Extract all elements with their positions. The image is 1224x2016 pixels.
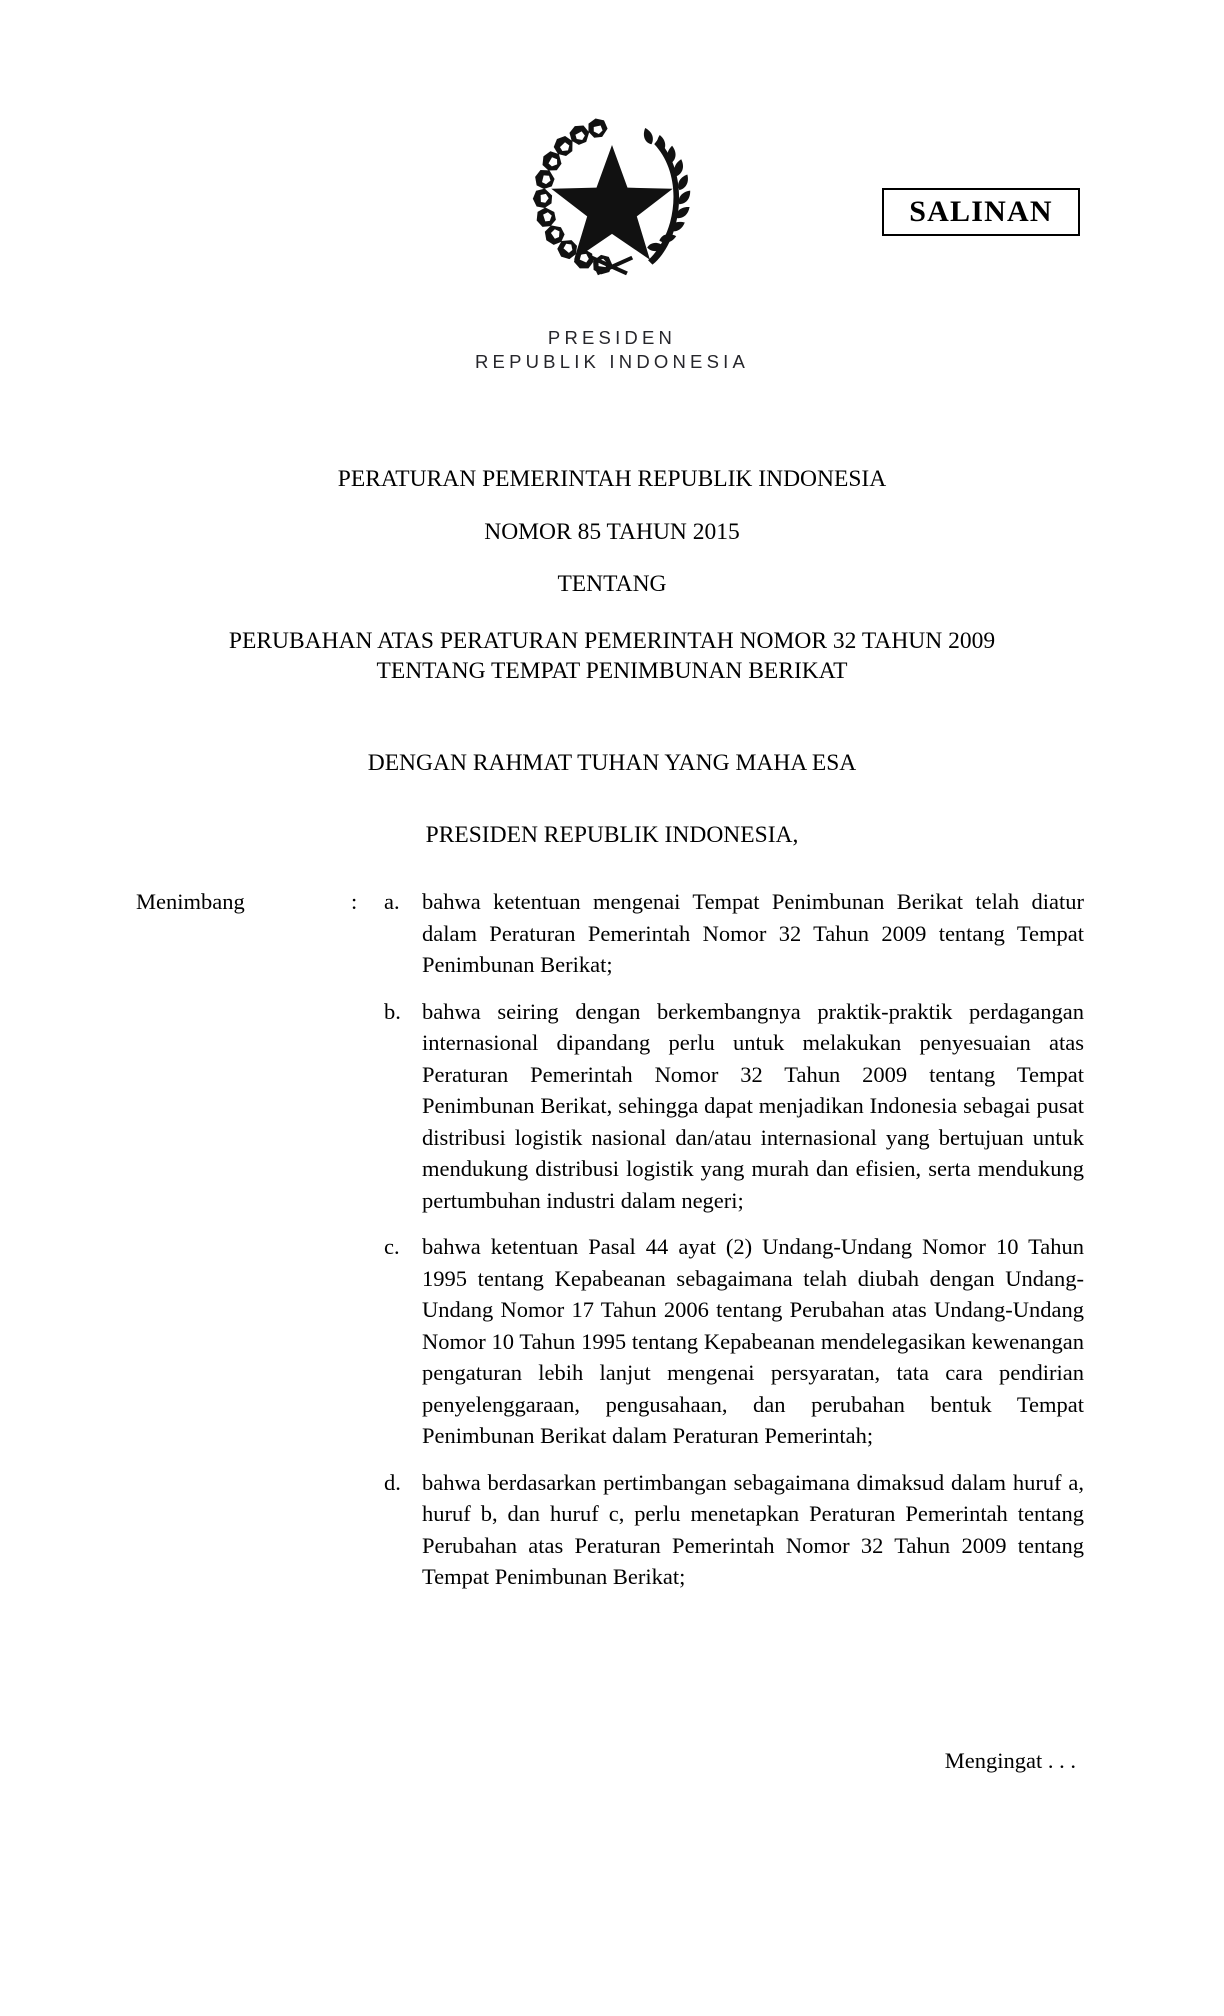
blessing-line: DENGAN RAHMAT TUHAN YANG MAHA ESA: [367, 750, 857, 776]
subject-line-2: TENTANG TEMPAT PENIMBUNAN BERIKAT: [376, 657, 848, 684]
about-label: TENTANG: [557, 571, 667, 597]
document-title-block: [140, 468, 1084, 686]
list-item-text: bahwa berdasarkan pertimbangan sebagaimana dimaksud dalam huruf a, huruf b, dan huruf c, perlu menetapkan Peraturan Pemerintah tentang Perubahan atas Peraturan Pemerintah Nomor 32 Tahun 2009 tentang Tempat Penimbunan Berikat;: [422, 1469, 1084, 1589]
salinan-stamp-label: SALINAN: [909, 195, 1053, 228]
list-item: [384, 886, 1084, 981]
list-item-text: bahwa ketentuan mengenai Tempat Penimbunan Berikat telah diatur dalam Peraturan Pemerintah Nomor 32 Tahun 2009 tentang Tempat Penimbunan Berikat;: [422, 889, 1084, 977]
list-item: [384, 1467, 1084, 1593]
list-item: [384, 996, 1084, 1217]
considering-label: Menimbang: [136, 889, 245, 914]
indonesia-presidential-seal-icon: [524, 108, 700, 284]
list-item-text: bahwa ketentuan Pasal 44 ayat (2) Undang-Undang Nomor 10 Tahun 1995 tentang Kepabeanan sebagaimana telah diubah dengan Undang- Undang Nomor 17 Tahun 2006 tentang Perubahan atas Undang-Undang Nomor 10 Tahun 1995 tentang Kepabeanan mendelegasikan kewenangan pengaturan lebih lanjut mengenai persyaratan, tata cara pendirian penyelenggaraan, pengusahaan, dan perubahan bentuk Tempat Penimbunan Berikat dalam Peraturan Pemerintah;: [422, 1234, 1084, 1448]
list-item-marker: a.: [384, 889, 400, 914]
list-item-marker: c.: [384, 1234, 400, 1259]
considering-item-list: [384, 886, 1084, 1593]
list-item-marker: b.: [384, 998, 401, 1024]
considering-section: [136, 886, 1084, 1593]
emblem-caption-line-1: PRESIDEN: [547, 327, 677, 348]
list-item: [384, 1231, 1084, 1452]
emblem-caption-line-2: REPUBLIK INDONESIA: [474, 350, 749, 372]
list-item-marker: d.: [384, 1469, 401, 1495]
emblem-caption: [0, 326, 1224, 373]
considering-colon: :: [351, 889, 358, 914]
subject-line-1: PERUBAHAN ATAS PERATURAN PEMERINTAH NOMOR 32 TAHUN 2009: [228, 627, 996, 654]
page-title: PERATURAN PEMERINTAH REPUBLIK INDONESIA: [337, 466, 887, 492]
list-item-text: bahwa seiring dengan berkembangnya praktik-praktik perdagangan internasional dipandang perlu untuk melakukan penyesuaian atas Peraturan Pemerintah Nomor 32 Tahun 2009 tentang Tempat Penimbunan Berikat, sehingga dapat menjadikan Indonesia sebagai pusat distribusi logistik nasional dan/atau internasional yang bertujuan untuk mendukung distribusi logistik yang murah dan efisien, serta mendukung pertumbuhan industri dalam negeri;: [422, 998, 1084, 1213]
regulation-number: NOMOR 85 TAHUN 2015: [484, 518, 740, 545]
authority-line: PRESIDEN REPUBLIK INDONESIA,: [425, 822, 799, 848]
continuation-note: Mengingat . . .: [944, 1748, 1076, 1773]
salinan-stamp: [882, 188, 1080, 236]
